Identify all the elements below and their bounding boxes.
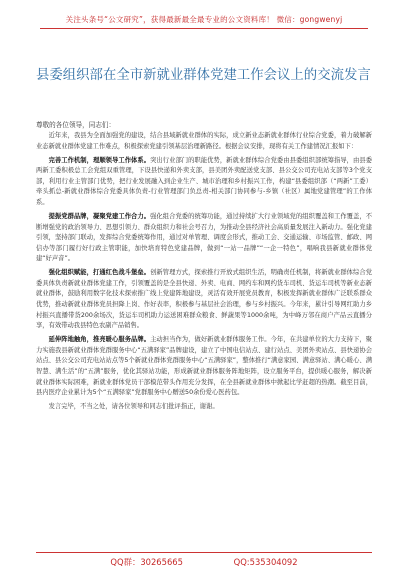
section-body: 强化组合党委的统筹功能，通过持续扩大行业领域党的组织覆盖和工作覆盖，不断增强党的政治领导力、思想引领力、群众组织力和社会号召力，为推动全县经济社会高质量发展注入新动力。强化党建引领，坚持部门联动，发挥综合党委统筹作用，通过对单管理、调度会形式，推动工会、交通运输、市场监管、邮政、网信办等部门履行好行政主管职能，加快培育特色党建品牌，做到“一站一品牌”“一企一特色”，唱响我县新就业群体党建“好声音”。 xyxy=(36,212,373,263)
closing-paragraph: 发言完毕，不当之处，请各位领导和同志们批评指正，谢谢。 xyxy=(48,403,219,411)
section-body: 突出行业部门的职能优势，新就业群体综合党委由县委组织部统筹指导，由县委两新工委积极总工会党组双重管理，下设县快递和外卖支部，县美团外卖配送党支部、县公交公司充电站支部等3个党支部，利用行业主管部门优势，把行业发展融入到企业生产、城市治理和乡村振兴工作，构建“县委组织部（“两新”工委）牵头抓总-新就业群体综合党委具体负责-行业管理部门负总责-相关部门协同参与-乡镇（社区）属地党建管理”的工作体系。 xyxy=(36,156,373,206)
footer-contact xyxy=(36,552,372,568)
section-paragraph-2 xyxy=(36,212,372,265)
section-heading: 强化组织赋能，打通红色战斗堡垒。 xyxy=(48,269,151,277)
section-body: 主动担当作为，做好新就业群体服务工作。今年，在共建单位的大力支持下，聚力实施我县新就业群体党群服务中心“五满驿家”品牌建设，建立了中国电信站点、建行站点、美团外卖站点、县快递协会站点、县公交公司充电站站点等5个新就业群体党群服务中心“五满驿家”，整体推行“满意家园、满意驿站、满心暖心、满智慧、满生活”的“五满”服务，优化其驿站功能，形成新就业群体服务阵地矩阵，设立服务平台，提供暖心服务，解决新就业群体实际困难，新就业群体党员干部模范带头作用充分发挥，在全县新就业群体中掀起比学赶超的热潮。截至目前，县内医疗企业累计为5个“五满驿家”党群服务中心赠送50余份爱心医药包。 xyxy=(36,336,373,397)
top-banner: 关注头条号“公文研究”，获得最新最全最专业的公文资料库！ 微信：gongwenyj xyxy=(40,14,368,29)
intro-paragraph: 近年来，我县为全面加强党的建设，结合县域新就业群体的实际，成立新业态新就业群体行业综合党委，着力破解新业态新就业群体党建工作难点，积极探索党建引领基层治理新路径。根据会议安排，现将有关工作建情况汇报如下： xyxy=(36,132,372,150)
section-paragraph-3 xyxy=(36,268,372,332)
section-heading: 延伸阵地触角，推亮暖心服务品牌。 xyxy=(48,336,151,344)
section-body: 创新管理方式，探索推行开放式组织生活，明确责任机制，将新就业群体综合党委具体负责新就业群体党建工作，引领覆盖的是全县快递、外卖、电商、网约车和网约货车司机、货运车司机等新业态新就业群体，鼓励利用数字化技术探索推广线上党建阵地建设，灵活有效开展党员教育，积极发挥新就业群体广泛联系群众优势，推动新就业群体党员担降上岗、作好表率，积极参与基层社会治理，参与乡村振兴。今年来，累计引导网红助力乡村振兴直播带货200余场次，货运车司机助力运送困难群众粮食、鲜蔬果等1000余吨，为中峰万邻在商户产品云直播分享，有效带动我县特色农副产品销售。 xyxy=(36,269,373,330)
page-title: 县委组织部在全市新就业群体党建工作会议上的交流发言 xyxy=(36,68,371,83)
section-heading: 提振党群品牌，凝聚党建工作合力。 xyxy=(48,212,151,220)
footer-qq: QQ:535304092 xyxy=(233,557,298,567)
section-paragraph-4 xyxy=(36,335,372,399)
section-heading: 完善工作机制，理顺领导工作体系。 xyxy=(48,156,151,164)
footer-qq-group: QQ群：30265665 xyxy=(110,557,183,567)
document-body xyxy=(36,131,372,416)
section-paragraph-1 xyxy=(36,156,372,209)
salutation: 尊敬的各位领导，同志们： xyxy=(36,121,116,129)
